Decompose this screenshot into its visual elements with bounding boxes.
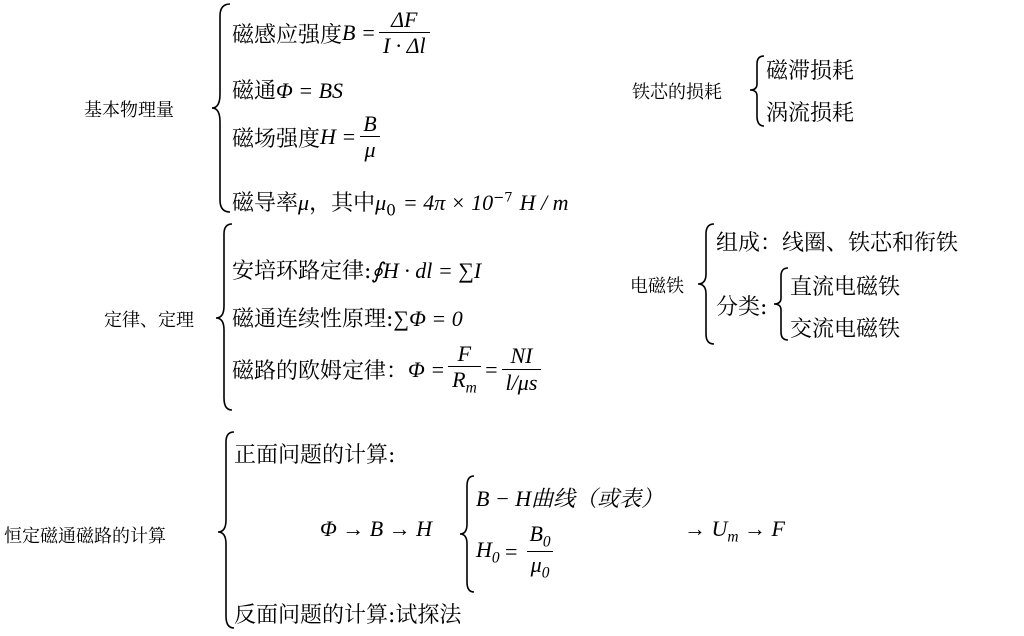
air-gap-field-denominator — [527, 551, 554, 582]
h-relation-brace — [458, 474, 476, 594]
eddy-current-loss: 涡流损耗 — [766, 101, 855, 126]
classification-brace — [772, 266, 790, 342]
h0-subscript: 0 — [491, 549, 500, 567]
basic-quantities-title: 基本物理量 — [84, 100, 174, 121]
magnetic-ohm-fraction-2 — [502, 344, 542, 394]
bh-curve — [476, 482, 663, 513]
reluctance-subscript: m — [465, 379, 477, 397]
core-loss-brace — [748, 54, 766, 128]
core-loss-title: 铁芯的损耗 — [632, 82, 722, 103]
air-gap-field-equals: = — [503, 539, 519, 565]
flux-continuity-label: 磁通连续性原理: — [232, 307, 394, 332]
field-strength-fraction — [359, 112, 380, 162]
field-strength-symbol: H = — [320, 124, 357, 150]
ampere-law-formula: ∮H · dl = ∑I — [371, 258, 482, 283]
um-subscript: m — [727, 528, 739, 546]
inverse-problem: 反面问题的计算:试探法 — [234, 603, 462, 628]
calculation-title: 恒定磁通磁路的计算 — [4, 526, 166, 547]
vacuum-permeability-symbol: μ — [375, 190, 387, 215]
permeability-connector: ，其中 — [309, 191, 376, 216]
magnetic-induction-numerator: ΔF — [391, 7, 418, 32]
electromagnet-title: 电磁铁 — [630, 276, 684, 297]
magnetic-induction-denominator: I · Δl — [379, 32, 430, 58]
magnetic-induction-label: 磁感应强度 — [232, 22, 343, 48]
ampere-law-label: 安培环路定律: — [232, 259, 372, 284]
electromagnet-classification-label: 分类: — [716, 295, 768, 320]
b0-subscript: 0 — [542, 533, 551, 551]
mmf-arrow-um: → U — [684, 516, 728, 541]
air-gap-field-symbol — [476, 537, 500, 567]
field-strength-label: 磁场强度 — [232, 126, 321, 152]
field-strength-denominator: μ — [360, 136, 379, 162]
magnetic-ohm-label: 磁路的欧姆定律： — [232, 359, 409, 385]
flux-continuity-principle — [232, 302, 463, 333]
ampere-law — [232, 254, 481, 285]
magnetic-flux-formula — [232, 74, 343, 105]
forward-problem: 正面问题的计算: — [234, 443, 396, 468]
magnetic-ohm-law — [232, 342, 544, 397]
magnetic-induction-symbol: B = — [342, 20, 376, 46]
permeability-symbol: μ — [298, 190, 310, 215]
dc-electromagnet: 直流电磁铁 — [790, 275, 901, 300]
magnetic-flux-expression: Φ = BS — [276, 78, 344, 103]
magnetic-ohm-numerator-2: NI — [510, 343, 533, 369]
h0-letter: H — [476, 537, 492, 563]
basic-quantities-brace — [210, 2, 234, 214]
magnetic-flux-label: 磁通 — [232, 79, 277, 104]
air-gap-field-formula — [476, 522, 558, 582]
air-gap-field-numerator — [525, 522, 554, 551]
vacuum-permeability-subscript: 0 — [386, 201, 396, 220]
mmf-arrow-f: → F — [744, 516, 785, 541]
magnetic-ohm-equals: = — [483, 356, 499, 382]
mu0-letter: μ — [530, 552, 542, 578]
magnetic-ohm-denominator-2: l/μs — [502, 369, 542, 395]
ac-electromagnet: 交流电磁铁 — [790, 317, 901, 342]
hysteresis-loss: 磁滞损耗 — [766, 59, 855, 84]
magnetic-induction-formula — [232, 8, 433, 58]
electromagnet-brace — [696, 222, 716, 346]
air-gap-field-fraction — [525, 522, 554, 582]
b0-letter: B — [529, 521, 543, 546]
permeability-formula — [232, 186, 568, 219]
permeability-label: 磁导率 — [232, 191, 299, 216]
magnetic-ohm-flux: Φ = — [408, 356, 446, 382]
bh-curve-label: B − H曲线（或表） — [476, 486, 664, 511]
laws-title: 定律、定理 — [104, 310, 194, 331]
magnetic-ohm-denominator-1 — [448, 366, 481, 397]
electromagnet-composition: 组成：线圈、铁芯和衔铁 — [716, 231, 959, 256]
flux-continuity-formula: ∑Φ = 0 — [393, 306, 463, 331]
magnetic-ohm-numerator-1: F — [457, 341, 472, 366]
reluctance-symbol: R — [452, 367, 466, 393]
magnetic-induction-fraction — [379, 8, 430, 58]
calculation-chain: Φ → B → H — [320, 516, 433, 541]
vacuum-permeability-value: = 4π × 10 — [402, 190, 494, 215]
vacuum-permeability-exponent: −7 — [493, 190, 513, 206]
magnetic-ohm-fraction-1 — [448, 342, 481, 397]
mu0-subscript: 0 — [541, 564, 550, 582]
field-strength-formula — [232, 112, 384, 162]
field-strength-numerator: B — [363, 111, 377, 136]
mmf-result-chain — [684, 516, 785, 546]
vacuum-permeability-unit: H / m — [519, 190, 569, 215]
